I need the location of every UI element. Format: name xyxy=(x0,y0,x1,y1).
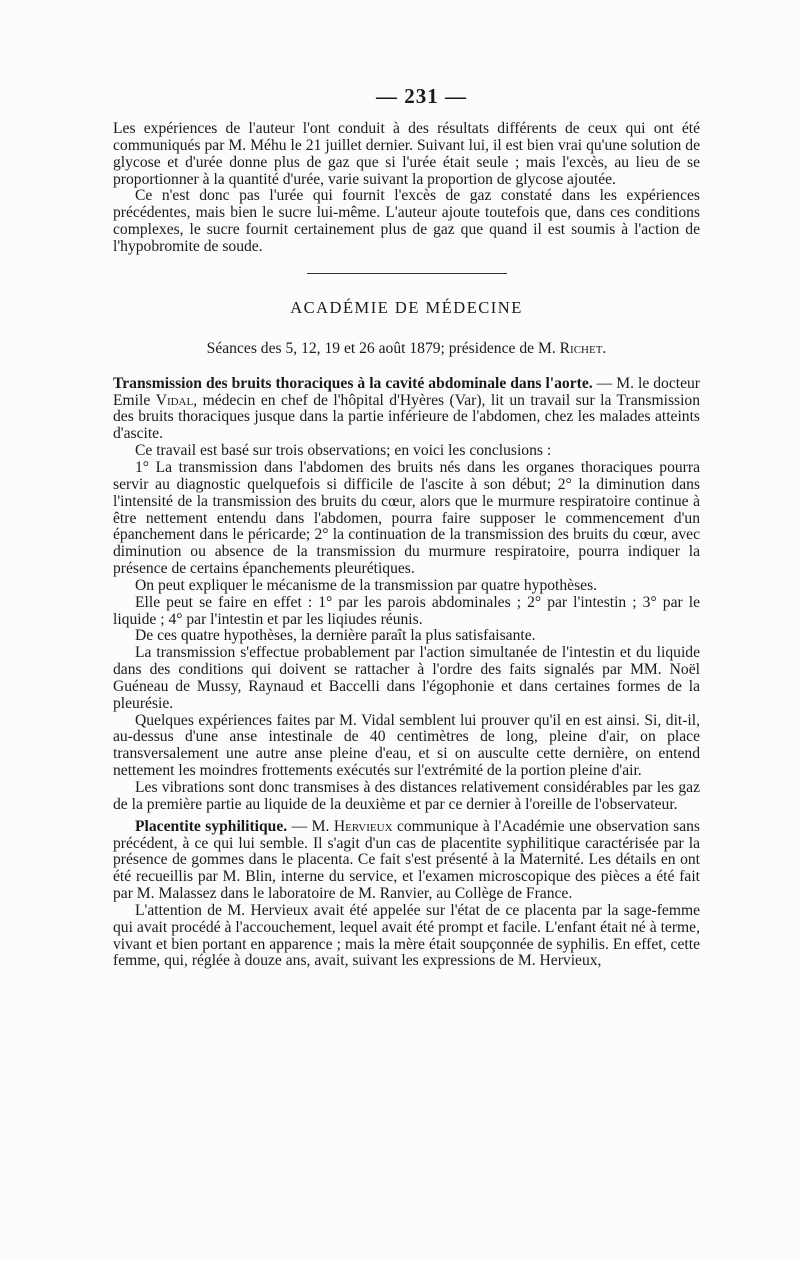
article1-paragraph: Quelques expériences faites par M. Vidal semblent lui prouver qu'il en est ainsi. Si, dit-il, au-dessus d'une anse intestinale de 40 centimètres de long, pleine d'air, on place transversalement une autre anse pleine d'eau, et si on ausculte cette dernière, on entend nettement les moindres frottements exécutés sur l'extrémité de la portion pleine d'air. xyxy=(113,711,700,780)
article2-lead-paragraph xyxy=(113,819,700,903)
article1-lead-paragraph xyxy=(113,376,700,443)
article2-lead-rest: communique à l'Académie une observation sans précédent, à ce qui lui semble. Il s'agit d'un cas de placentite syphilitique caractérisée par la présence de gommes dans le placenta. Ce fait s'est présenté à la Maternité. Les détails en ont été recueillis par M. Blin, interne du service, et l'examen microscopique des pièces a été fait par M. Malassez dans le laboratoire de M. Ranvier, au Collège de France. xyxy=(113,817,700,903)
article1-paragraph: La transmission s'effectue probablement par l'action simultanée de l'intestin et du liquide dans des conditions qui doivent se rattacher à l'ordre des faits signalés par MM. Noël Guéneau de Mussy, Raynaud et Baccelli dans l'égophonie et dans certaines formes de la pleurésie. xyxy=(113,644,700,712)
article1-paragraph: Elle peut se faire en effet : 1° par les parois abdominales ; 2° par l'intestin ; 3° par le liquide ; 4° par l'intestin et par les liqiudes réunis. xyxy=(113,593,700,628)
page-number: — 231 — xyxy=(376,84,467,108)
article2-paragraph: L'attention de M. Hervieux avait été appelée sur l'état de ce placenta par la sage-femme qui avait procédé à l'accouchement, lequel avait été prompt et facile. L'enfant était né à terme, vivant et bien portant en apparence ; mais la mère était soupçonnée de syphilis. En effet, cette femme, qui, réglée à douze ans, avait, suivant les expressions de M. Hervieux, xyxy=(113,901,700,970)
article1-lead-rest: , médecin en chef de l'hôpital d'Hyères (Var), lit un travail sur la Transmission des bruits thoraciques jusque dans la partie inférieure de l'abdomen, chez les malades atteints d'ascite. xyxy=(113,391,701,443)
article1-heading: Transmission des bruits thoraciques à la cavité abdominale dans l'aorte. xyxy=(113,374,593,392)
article2-author: Hervieux xyxy=(333,817,393,835)
section-divider xyxy=(307,273,507,274)
intro-paragraph-1: Les expériences de l'auteur l'ont conduit à des résultats différents de ceux qui ont été communiqués par M. Méhu le 21 juillet dernier. Suivant lui, il est bien vrai qu'une solution de glycose et d'urée donne plus de gaz que si l'urée était seule ; mais l'excès, au lieu de se proportionner à la quantité d'urée, varie suivant la proportion de glycose ajoutée. xyxy=(113,120,700,188)
article1-author: Vidal xyxy=(155,391,194,409)
article1-paragraph: 1° La transmission dans l'abdomen des bruits nés dans les organes thoraciques pourra servir au diagnostic quelquefois si difficile de l'ascite à son début; 2° la diminution dans l'intensité de la transmission des bruits du cœur, alors que le murmure respiratoire continue à être nettement entendu dans l'abdomen, pourra faire supposer le commencement d'un épanchement dans le péricarde; 2° la continuation de la transmission des bruits du cœur, avec diminution ou absence de la transmission du murmure respiratoire, pourra indiquer la présence de certains épanchements pleurétiques. xyxy=(113,458,700,578)
session-line xyxy=(113,340,700,358)
article1-paragraph: Ce travail est basé sur trois observations; en voici les conclusions : xyxy=(135,442,552,460)
article1-lead: — M. le docteur Emile xyxy=(113,374,700,409)
session-text: Séances des 5, 12, 19 et 26 août 1879; présidence de M. xyxy=(206,339,560,357)
article1-paragraph: De ces quatre hypothèses, la dernière paraît la plus satisfaisante. xyxy=(135,627,536,645)
president-name: Richet xyxy=(559,339,603,357)
article2-heading: Placentite syphilitique. xyxy=(135,817,288,835)
section-title: ACADÉMIE DE MÉDECINE xyxy=(290,297,523,317)
article1-paragraph: Les vibrations sont donc transmises à des distances relativement considérables par les gaz de la première partie au liquide de la deuxième et par ce dernier à l'oreille de l'observateur. xyxy=(113,779,700,813)
session-end: . xyxy=(602,339,607,357)
article1-paragraph: On peut expliquer le mécanisme de la transmission par quatre hypothèses. xyxy=(135,576,598,594)
intro-paragraph-2: Ce n'est donc pas l'urée qui fournit l'excès de gaz constaté dans les expériences précédentes, mais bien le sucre lui-même. L'auteur ajoute toutefois que, dans ces conditions complexes, le sucre fournit certainement plus de gaz que quand il est soumis à l'action de l'hypobromite de soude. xyxy=(113,187,700,255)
article2-lead: — M. xyxy=(287,817,334,835)
